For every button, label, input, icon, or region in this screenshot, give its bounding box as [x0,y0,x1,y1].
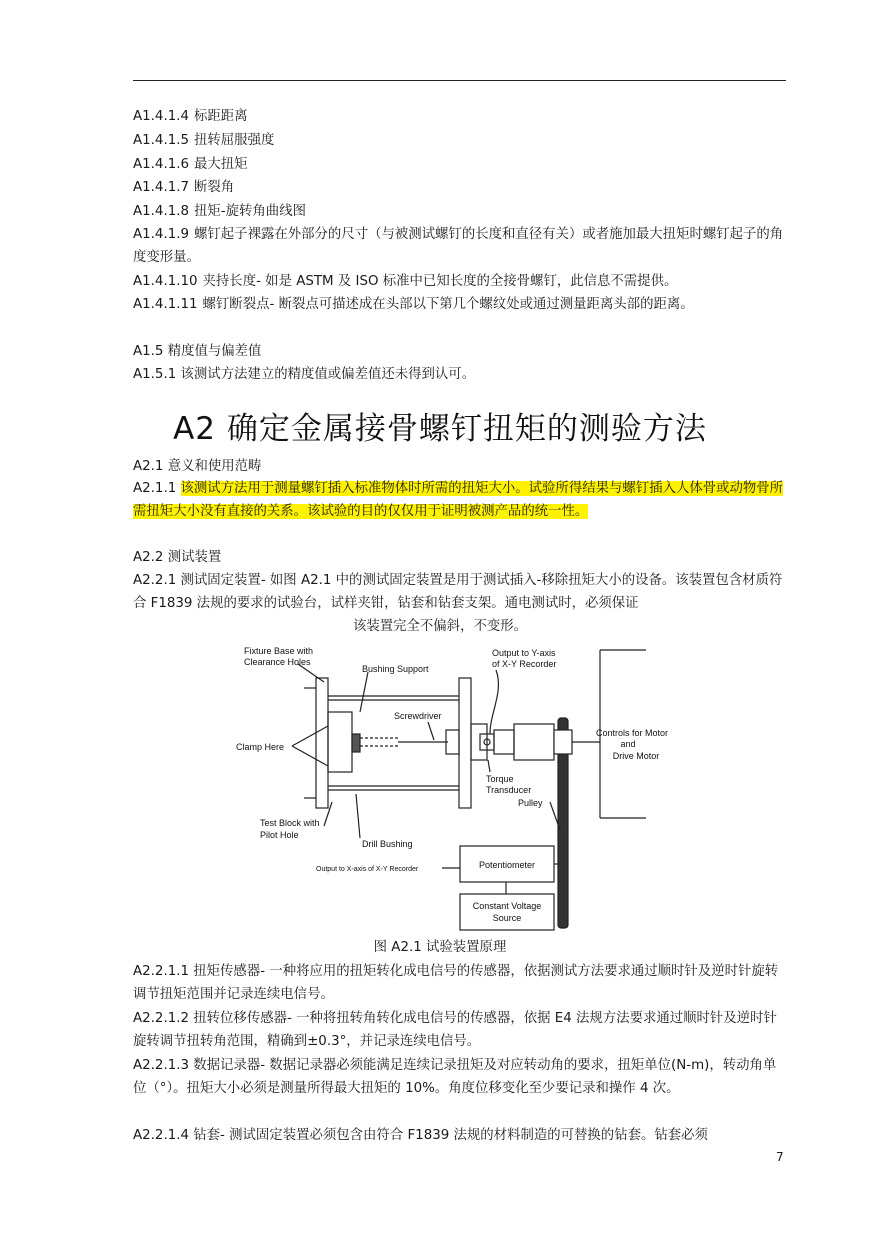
label-pulley: Pulley [518,798,543,808]
heading-a2-1: A2.1 意义和使用范畴 [133,459,262,474]
page-number: 7 [776,1150,784,1164]
heading-a2-2: A2.2 测试装置 [133,550,222,565]
label-screwdriver: Screwdriver [394,711,442,721]
label-potentiometer: Potentiometer [478,860,536,870]
voltage-source-box [460,894,554,930]
label-fixture-base-1: Fixture Base with [244,646,314,656]
label-output-y-1: Output to Y-axis [492,648,556,658]
para-a2-2-1-3: A2.2.1.3 数据记录器- 数据记录器必须能满足连续记录扭矩及对应转动角的要求，扭矩单位(N-m)，转动角单位（°）。扭矩大小必须是测量所得最大扭矩的 10%。角度位移变化至少要记录和操作 4 次。 [133,1058,777,1096]
para-a2-2-1: A2.2.1 测试固定装置- 如图 A2.1 中的测试固定装置是用于测试插入-移除扭矩大小的设备。该装置包含材质符合 F1839 法规的要求的试验台，试样夹钳，钻套和钻套支架。通电测试时，必须保证 [133,573,783,611]
item-a1-4-1-8: A1.4.1.8 扭矩-旋转角曲线图 [133,204,306,219]
fixture-base-plate [316,678,328,808]
para-a2-2-1-last: 该装置完全不偏斜，不变形。 [352,619,528,634]
item-a1-4-1-9: A1.4.1.9 螺钉起子裸露在外部分的尺寸（与被测试螺钉的长度和直径有关）或者施加最大扭矩时螺钉起子的角度变形量。 [133,227,784,265]
item-a1-4-1-7: A1.4.1.7 断裂角 [133,180,235,195]
test-block [328,712,352,772]
para-a1-5-1: A1.5.1 该测试方法建立的精度值或偏差值还未得到认可。 [133,367,476,382]
item-a1-4-1-11: A1.4.1.11 螺钉断裂点- 断裂点可描述成在头部以下第几个螺纹处或通过测量距离头部的距离。 [133,297,694,312]
label-torque-1: Torque [486,774,514,784]
para-a2-2-1-1: A2.2.1.1 扭矩传感器- 一种将应用的扭矩转化成电信号的传感器，依据测试方法要求通过顺时针及逆时针旋转调节扭矩范围并记录连续电信号。 [133,964,779,1002]
apparatus-diagram [228,642,669,934]
label-controls-1: Controls for Motor [596,728,669,738]
heading-a1-5: A1.5 精度值与偏差值 [133,344,262,359]
label-fixture-base-2: Clearance Holes [244,657,311,667]
label-test-block-1: Test Block with [260,818,320,828]
label-voltage-1: Constant Voltage [472,901,542,911]
header-rule [133,80,786,81]
label-bushing-support: Bushing Support [362,664,429,674]
label-voltage-2: Source [492,913,522,923]
item-a1-4-1-5: A1.4.1.5 扭转屈服强度 [133,133,275,148]
item-a1-4-1-4: A1.4.1.4 标距距离 [133,109,248,124]
label-test-block-2: Pilot Hole [260,830,299,840]
section-title-a2: A2 确定金属接骨螺钉扭矩的测验方法 [173,411,707,447]
highlighted-text: 该测试方法用于测量螺钉插入标准物体时所需的扭矩大小。试验所得结果与螺钉插入人体骨或动物骨所需扭矩大小没有直接的关系。该试验的目的仅仅用于证明被测产品的统一性。 [133,481,784,519]
label-clamp-here: Clamp Here [236,742,285,752]
label-drill-bushing: Drill Bushing [362,839,413,849]
drive-motor [514,724,554,760]
label-torque-2: Transducer [486,785,532,795]
label-output-x: Output to X-axis of X-Y Recorder [316,866,419,873]
torque-transducer-body [471,724,487,760]
label-controls-3: Drive Motor [612,751,660,761]
label-controls-2: and [620,739,636,749]
figure-caption: 图 A2.1 试验装置原理 [373,940,507,955]
item-a1-4-1-6: A1.4.1.6 最大扭矩 [133,157,248,172]
item-a1-4-1-10: A1.4.1.10 夹持长度- 如是 ASTM 及 ISO 标准中已知长度的全接骨螺钉，此信息不需提供。 [133,274,678,289]
drill-bushing [352,734,360,752]
para-a2-1-1: A2.1.1 该测试方法用于测量螺钉插入标准物体时所需的扭矩大小。试验所得结果与螺钉插入人体骨或动物骨所需扭矩大小没有直接的关系。该试验的目的仅仅用于证明被测产品的统一性。 [133,481,784,519]
label-output-y-2: of X-Y Recorder [492,659,557,669]
para-a2-2-1-2: A2.2.1.2 扭转位移传感器- 一种将扭转角转化成电信号的传感器，依据 E4 法规方法要求通过顺时针及逆时针旋转调节扭转角范围，精确到±0.3°，并记录连续电信号。 [133,1011,777,1049]
para-a2-2-1-4: A2.2.1.4 钻套- 测试固定装置必须包含由符合 F1839 法规的材料制造的可替换的钻套。钻套必须 [133,1128,708,1143]
bushing-support-plate [459,678,471,808]
